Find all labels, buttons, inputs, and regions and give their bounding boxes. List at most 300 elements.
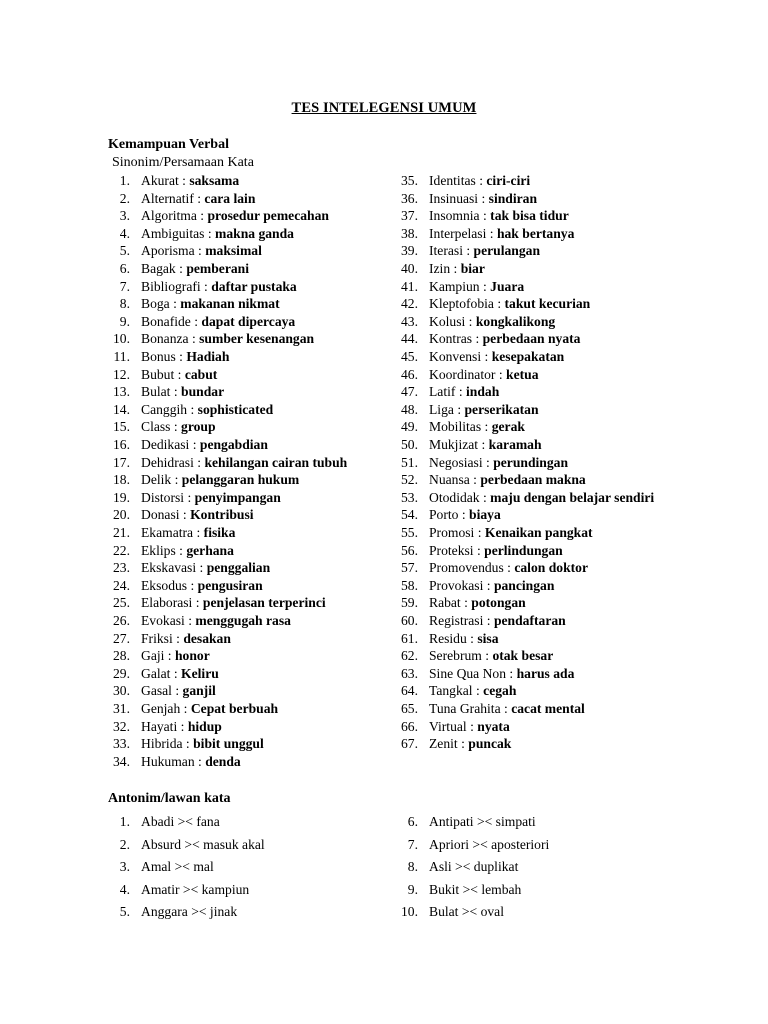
synonym-row bbox=[390, 401, 680, 419]
word: Mobilitas bbox=[429, 419, 482, 435]
word: Ekskavasi bbox=[141, 560, 197, 576]
item-number: 45. bbox=[401, 349, 418, 364]
synonym-row bbox=[102, 418, 390, 436]
synonym-row bbox=[390, 260, 680, 278]
synonym-entry: Bibliografi : daftar pustaka bbox=[141, 278, 297, 294]
meaning: pengabdian bbox=[199, 437, 268, 452]
antonym-row bbox=[102, 813, 382, 831]
word: Iterasi bbox=[429, 243, 463, 259]
synonym-row bbox=[390, 366, 680, 384]
synonym-entry: Boga : makanan nikmat bbox=[141, 296, 280, 312]
item-number: 46. bbox=[401, 366, 418, 382]
item-number: 33. bbox=[113, 736, 130, 752]
synonym-row bbox=[102, 190, 390, 208]
synonym-row bbox=[390, 207, 680, 225]
synonym-row bbox=[102, 172, 390, 190]
word: Bulat bbox=[141, 384, 171, 400]
meaning: cegah bbox=[483, 683, 517, 699]
synonym-row bbox=[390, 577, 680, 595]
item-number: 47. bbox=[401, 384, 418, 400]
item-number: 16. bbox=[113, 437, 130, 452]
item-number: 61. bbox=[401, 630, 418, 646]
synonym-entry: Porto : biaya bbox=[429, 507, 501, 523]
synonym-row bbox=[390, 647, 680, 665]
word: Bagak bbox=[141, 261, 176, 276]
item-number: 14. bbox=[113, 401, 130, 417]
synonym-entry: Tangkal : cegah bbox=[429, 683, 517, 699]
antonym-row bbox=[390, 813, 670, 831]
item-number: 18. bbox=[113, 472, 130, 488]
word: Friksi bbox=[141, 630, 173, 646]
synonym-entry: Tuna Grahita : cacat mental bbox=[429, 701, 585, 716]
synonym-entry: Hibrida : bibit unggul bbox=[141, 736, 264, 752]
item-number: 6. bbox=[407, 814, 418, 829]
synonym-entry: Bulat : bundar bbox=[141, 384, 225, 400]
item-number: 62. bbox=[401, 648, 418, 664]
meaning: bundar bbox=[181, 384, 225, 400]
synonym-row bbox=[390, 454, 680, 472]
word: Insinuasi bbox=[429, 190, 479, 206]
meaning: Hadiah bbox=[186, 349, 230, 364]
meaning: group bbox=[181, 419, 216, 435]
synonym-row bbox=[390, 735, 680, 753]
item-number: 2. bbox=[119, 190, 130, 206]
synonym-entry: Promosi : Kenaikan pangkat bbox=[429, 525, 593, 540]
item-number: 9. bbox=[119, 313, 130, 329]
synonym-entry: Kontras : perbedaan nyata bbox=[429, 331, 581, 347]
word: Kontras bbox=[429, 331, 473, 347]
synonym-entry: Akurat : saksama bbox=[141, 173, 240, 188]
synonym-entry: Iterasi : perulangan bbox=[429, 243, 541, 259]
antonym-entry: Anggara >< jinak bbox=[141, 904, 238, 920]
item-number: 10. bbox=[113, 331, 130, 347]
word: Hibrida bbox=[141, 736, 183, 752]
antonym-entry: Amal >< mal bbox=[141, 859, 214, 875]
item-number: 10. bbox=[401, 904, 418, 920]
synonym-entry: Sine Qua Non : harus ada bbox=[429, 665, 575, 681]
word: Promovendus bbox=[429, 560, 504, 576]
word: Virtual bbox=[429, 718, 467, 734]
synonym-entry: Dedikasi : pengabdian bbox=[141, 437, 268, 452]
item-number: 8. bbox=[119, 296, 130, 312]
word: Insomnia bbox=[429, 208, 480, 224]
word: Kolusi bbox=[429, 313, 466, 329]
meaning: saksama bbox=[189, 173, 240, 188]
meaning: cara lain bbox=[204, 190, 256, 206]
word: Latif bbox=[429, 384, 456, 400]
word: Eklips bbox=[141, 542, 176, 558]
synonym-entry: Genjah : Cepat berbuah bbox=[141, 701, 279, 716]
item-number: 11. bbox=[113, 349, 130, 364]
synonym-row bbox=[390, 313, 680, 331]
word: Kampiun bbox=[429, 278, 480, 294]
item-number: 53. bbox=[401, 489, 418, 505]
antonym-entry: Amatir >< kampiun bbox=[141, 881, 250, 897]
item-number: 37. bbox=[401, 208, 418, 224]
word: Bibliografi bbox=[141, 278, 201, 294]
synonym-row bbox=[390, 682, 680, 700]
meaning: penjelasan terperinci bbox=[202, 595, 326, 611]
word: Eksodus bbox=[141, 577, 188, 593]
synonym-entry: Algoritma : prosedur pemecahan bbox=[141, 208, 329, 224]
synonym-row bbox=[102, 366, 390, 384]
meaning: desakan bbox=[183, 630, 231, 646]
word: Akurat bbox=[141, 173, 179, 188]
synonym-entry: Ekamatra : fisika bbox=[141, 525, 236, 540]
item-number: 56. bbox=[401, 542, 418, 558]
item-number: 13. bbox=[113, 384, 130, 400]
item-number: 39. bbox=[401, 243, 418, 259]
word: Registrasi bbox=[429, 613, 484, 628]
meaning: otak besar bbox=[492, 648, 554, 664]
meaning: calon doktor bbox=[514, 560, 588, 576]
synonym-entry: Residu : sisa bbox=[429, 630, 499, 646]
synonym-row bbox=[102, 506, 390, 524]
item-number: 4. bbox=[119, 881, 130, 897]
meaning: cabut bbox=[184, 366, 218, 382]
antonym-row bbox=[390, 881, 670, 899]
synonym-row bbox=[390, 172, 680, 190]
meaning: potongan bbox=[471, 595, 526, 611]
meaning: makanan nikmat bbox=[180, 296, 280, 312]
meaning: maksimal bbox=[205, 243, 262, 259]
synonym-row bbox=[390, 718, 680, 736]
word: Bonanza bbox=[141, 331, 189, 347]
word: Residu bbox=[429, 630, 467, 646]
synonym-row bbox=[102, 647, 390, 665]
synonym-entry: Kleptofobia : takut kecurian bbox=[429, 296, 591, 312]
synonym-entry: Rabat : potongan bbox=[429, 595, 526, 611]
meaning: hidup bbox=[187, 718, 222, 734]
meaning: Kenaikan pangkat bbox=[484, 525, 593, 540]
meaning: maju dengan belajar sendiri bbox=[490, 489, 655, 505]
synonym-row bbox=[390, 665, 680, 683]
antonym-row bbox=[102, 881, 382, 899]
meaning: denda bbox=[205, 753, 241, 769]
meaning: gerhana bbox=[186, 542, 234, 558]
synonym-entry: Liga : perserikatan bbox=[429, 401, 539, 417]
synonym-heading: Sinonim/Persamaan Kata bbox=[112, 155, 254, 170]
synonym-row bbox=[390, 612, 680, 630]
antonym-entry: Antipati >< simpati bbox=[429, 814, 536, 829]
item-number: 60. bbox=[401, 613, 418, 628]
item-number: 57. bbox=[401, 560, 418, 576]
meaning: takut kecurian bbox=[504, 296, 591, 312]
synonym-row bbox=[390, 242, 680, 260]
synonym-row bbox=[102, 471, 390, 489]
item-number: 3. bbox=[119, 208, 130, 224]
synonym-entry: Bonus : Hadiah bbox=[141, 349, 230, 364]
word: Bubut bbox=[141, 366, 175, 382]
synonym-row bbox=[102, 260, 390, 278]
item-number: 21. bbox=[113, 525, 130, 540]
synonym-row bbox=[102, 278, 390, 296]
item-number: 9. bbox=[407, 881, 418, 897]
meaning: indah bbox=[466, 384, 500, 400]
synonym-entry: Konvensi : kesepakatan bbox=[429, 349, 565, 364]
meaning: Keliru bbox=[181, 665, 219, 681]
item-number: 1. bbox=[119, 173, 130, 188]
synonym-entry: Bonanza : sumber kesenangan bbox=[141, 331, 315, 347]
meaning: pendaftaran bbox=[493, 613, 566, 628]
antonym-entry: Asli >< duplikat bbox=[429, 859, 519, 875]
synonym-row bbox=[390, 225, 680, 243]
synonym-row bbox=[390, 295, 680, 313]
item-number: 59. bbox=[401, 595, 418, 611]
synonym-entry: Kolusi : kongkalikong bbox=[429, 313, 556, 329]
item-number: 52. bbox=[401, 472, 418, 488]
antonym-entry: Bukit >< lembah bbox=[429, 881, 522, 897]
meaning: gerak bbox=[491, 419, 525, 435]
item-number: 65. bbox=[401, 701, 418, 716]
word: Evokasi bbox=[141, 613, 185, 628]
antonym-entry: Apriori >< aposteriori bbox=[429, 836, 550, 852]
meaning: honor bbox=[174, 648, 210, 664]
item-number: 42. bbox=[401, 296, 418, 312]
meaning: hak bertanya bbox=[496, 225, 575, 241]
synonym-entry: Alternatif : cara lain bbox=[141, 190, 256, 206]
item-number: 7. bbox=[407, 836, 418, 852]
item-number: 22. bbox=[113, 542, 130, 558]
meaning: sindiran bbox=[488, 190, 538, 206]
synonym-row bbox=[102, 630, 390, 648]
synonym-row bbox=[102, 542, 390, 560]
item-number: 63. bbox=[401, 665, 418, 681]
meaning: kesepakatan bbox=[491, 349, 565, 364]
synonym-row bbox=[102, 313, 390, 331]
item-number: 32. bbox=[113, 718, 130, 734]
item-number: 5. bbox=[119, 904, 130, 920]
synonym-row bbox=[102, 225, 390, 243]
meaning: perundingan bbox=[493, 454, 569, 470]
meaning: ketua bbox=[506, 366, 539, 382]
word: Liga bbox=[429, 401, 454, 417]
item-number: 17. bbox=[113, 454, 130, 470]
word: Provokasi bbox=[429, 577, 484, 593]
synonym-entry: Hukuman : denda bbox=[141, 753, 241, 769]
meaning: kongkalikong bbox=[475, 313, 556, 329]
synonym-entry: Bagak : pemberani bbox=[141, 261, 249, 276]
item-number: 24. bbox=[113, 577, 130, 593]
synonym-row bbox=[102, 436, 390, 454]
synonym-entry: Mukjizat : karamah bbox=[429, 437, 542, 452]
synonym-entry: Canggih : sophisticated bbox=[141, 401, 274, 417]
item-number: 6. bbox=[119, 261, 130, 276]
item-number: 15. bbox=[113, 419, 130, 435]
word: Delik bbox=[141, 472, 172, 488]
synonym-entry: Class : group bbox=[141, 419, 216, 435]
word: Hukuman bbox=[141, 753, 195, 769]
item-number: 55. bbox=[401, 525, 418, 540]
synonym-entry: Interpelasi : hak bertanya bbox=[429, 225, 575, 241]
synonym-row bbox=[390, 471, 680, 489]
item-number: 67. bbox=[401, 736, 418, 752]
word: Konvensi bbox=[429, 349, 482, 364]
item-number: 38. bbox=[401, 225, 418, 241]
word: Tuna Grahita bbox=[429, 701, 501, 716]
word: Donasi bbox=[141, 507, 180, 523]
item-number: 49. bbox=[401, 419, 418, 435]
synonym-entry: Delik : pelanggaran hukum bbox=[141, 472, 300, 488]
synonym-row bbox=[390, 542, 680, 560]
item-number: 4. bbox=[119, 225, 130, 241]
meaning: ciri-ciri bbox=[486, 173, 531, 188]
antonym-row bbox=[102, 858, 382, 876]
antonym-entry: Abadi >< fana bbox=[141, 814, 220, 829]
item-number: 3. bbox=[119, 859, 130, 875]
item-number: 27. bbox=[113, 630, 130, 646]
synonym-entry: Galat : Keliru bbox=[141, 665, 219, 681]
meaning: dapat dipercaya bbox=[201, 313, 296, 329]
synonym-entry: Koordinator : ketua bbox=[429, 366, 539, 382]
synonym-row bbox=[390, 436, 680, 454]
synonym-row bbox=[102, 207, 390, 225]
antonym-entry: Bulat >< oval bbox=[429, 904, 504, 920]
meaning: perlindungan bbox=[484, 542, 563, 558]
synonym-row bbox=[102, 718, 390, 736]
word: Bonus bbox=[141, 349, 176, 364]
synonym-entry: Kampiun : Juara bbox=[429, 278, 525, 294]
synonym-row bbox=[390, 630, 680, 648]
meaning: sisa bbox=[477, 630, 499, 646]
word: Alternatif bbox=[141, 190, 194, 206]
synonym-row bbox=[390, 418, 680, 436]
word: Negosiasi bbox=[429, 454, 483, 470]
synonym-entry: Izin : biar bbox=[429, 261, 485, 276]
page-title: TES INTELEGENSI UMUM bbox=[291, 100, 477, 116]
synonym-row bbox=[390, 506, 680, 524]
synonym-row bbox=[390, 700, 680, 718]
synonym-row bbox=[102, 612, 390, 630]
meaning: sumber kesenangan bbox=[199, 331, 315, 347]
synonym-row bbox=[102, 348, 390, 366]
meaning: sophisticated bbox=[197, 401, 274, 417]
meaning: ganjil bbox=[182, 683, 216, 699]
word: Galat bbox=[141, 665, 171, 681]
synonym-entry: Negosiasi : perundingan bbox=[429, 454, 569, 470]
item-number: 26. bbox=[113, 613, 130, 628]
meaning: Cepat berbuah bbox=[190, 701, 279, 716]
synonym-entry: Friksi : desakan bbox=[141, 630, 231, 646]
word: Rabat bbox=[429, 595, 461, 611]
item-number: 44. bbox=[401, 331, 418, 347]
item-number: 5. bbox=[119, 243, 130, 259]
item-number: 54. bbox=[401, 507, 418, 523]
word: Interpelasi bbox=[429, 225, 487, 241]
synonym-row bbox=[102, 682, 390, 700]
meaning: nyata bbox=[477, 718, 510, 734]
synonym-row bbox=[102, 383, 390, 401]
meaning: harus ada bbox=[516, 665, 575, 681]
meaning: puncak bbox=[468, 736, 512, 752]
word: Kleptofobia bbox=[429, 296, 494, 312]
synonym-entry: Proteksi : perlindungan bbox=[429, 542, 563, 558]
synonym-entry: Elaborasi : penjelasan terperinci bbox=[141, 595, 326, 611]
word: Nuansa bbox=[429, 472, 470, 488]
synonym-row bbox=[102, 559, 390, 577]
synonym-entry: Otodidak : maju dengan belajar sendiri bbox=[429, 489, 655, 505]
synonym-entry: Bonafide : dapat dipercaya bbox=[141, 313, 296, 329]
word: Mukjizat bbox=[429, 437, 479, 452]
synonym-entry: Hayati : hidup bbox=[141, 718, 222, 734]
word: Class bbox=[141, 419, 171, 435]
word: Otodidak bbox=[429, 489, 480, 505]
synonym-entry: Aporisma : maksimal bbox=[141, 243, 262, 259]
word: Boga bbox=[141, 296, 170, 312]
item-number: 51. bbox=[401, 454, 418, 470]
synonym-row bbox=[102, 524, 390, 542]
item-number: 2. bbox=[119, 836, 130, 852]
item-number: 7. bbox=[119, 278, 130, 294]
synonym-row bbox=[102, 330, 390, 348]
item-number: 31. bbox=[113, 701, 130, 716]
word: Serebrum bbox=[429, 648, 482, 664]
synonym-entry: Dehidrasi : kehilangan cairan tubuh bbox=[141, 454, 348, 470]
word: Zenit bbox=[429, 736, 458, 752]
synonym-row bbox=[102, 735, 390, 753]
word: Ambiguitas bbox=[141, 225, 205, 241]
item-number: 36. bbox=[401, 190, 418, 206]
synonym-entry: Virtual : nyata bbox=[429, 718, 510, 734]
meaning: biar bbox=[460, 261, 485, 276]
word: Tangkal bbox=[429, 683, 473, 699]
antonym-row bbox=[102, 836, 382, 854]
meaning: pemberani bbox=[186, 261, 249, 276]
word: Proteksi bbox=[429, 542, 474, 558]
word: Promosi bbox=[429, 525, 475, 540]
word: Izin bbox=[429, 261, 451, 276]
antonym-row bbox=[390, 858, 670, 876]
antonym-row bbox=[390, 903, 670, 921]
item-number: 66. bbox=[401, 718, 418, 734]
item-number: 19. bbox=[113, 489, 130, 505]
synonym-entry: Gasal : ganjil bbox=[141, 683, 216, 699]
item-number: 41. bbox=[401, 278, 418, 294]
synonym-row bbox=[102, 242, 390, 260]
synonym-entry: Donasi : Kontribusi bbox=[141, 507, 254, 523]
synonym-entry: Registrasi : pendaftaran bbox=[429, 613, 566, 628]
synonym-row bbox=[102, 489, 390, 507]
meaning: fisika bbox=[203, 525, 236, 540]
synonym-row bbox=[390, 278, 680, 296]
item-number: 30. bbox=[113, 683, 130, 699]
meaning: cacat mental bbox=[511, 701, 585, 716]
synonym-row bbox=[102, 594, 390, 612]
word: Aporisma bbox=[141, 243, 195, 259]
word: Gasal bbox=[141, 683, 172, 699]
item-number: 23. bbox=[113, 560, 130, 576]
word: Canggih bbox=[141, 401, 188, 417]
synonym-row bbox=[390, 190, 680, 208]
synonym-entry: Insomnia : tak bisa tidur bbox=[429, 208, 569, 224]
word: Sine Qua Non bbox=[429, 665, 507, 681]
synonym-entry: Insinuasi : sindiran bbox=[429, 190, 538, 206]
synonym-entry: Ambiguitas : makna ganda bbox=[141, 225, 294, 241]
word: Bonafide bbox=[141, 313, 191, 329]
item-number: 28. bbox=[113, 648, 130, 664]
meaning: daftar pustaka bbox=[211, 278, 297, 294]
antonym-entry: Absurd >< masuk akal bbox=[141, 836, 265, 852]
item-number: 8. bbox=[407, 859, 418, 875]
synonym-row bbox=[102, 454, 390, 472]
synonym-row bbox=[102, 665, 390, 683]
meaning: prosedur pemecahan bbox=[207, 208, 329, 224]
meaning: menggugah rasa bbox=[195, 613, 291, 628]
item-number: 29. bbox=[113, 665, 130, 681]
synonym-entry: Mobilitas : gerak bbox=[429, 419, 525, 435]
synonym-entry: Latif : indah bbox=[429, 384, 500, 400]
synonym-row bbox=[102, 401, 390, 419]
